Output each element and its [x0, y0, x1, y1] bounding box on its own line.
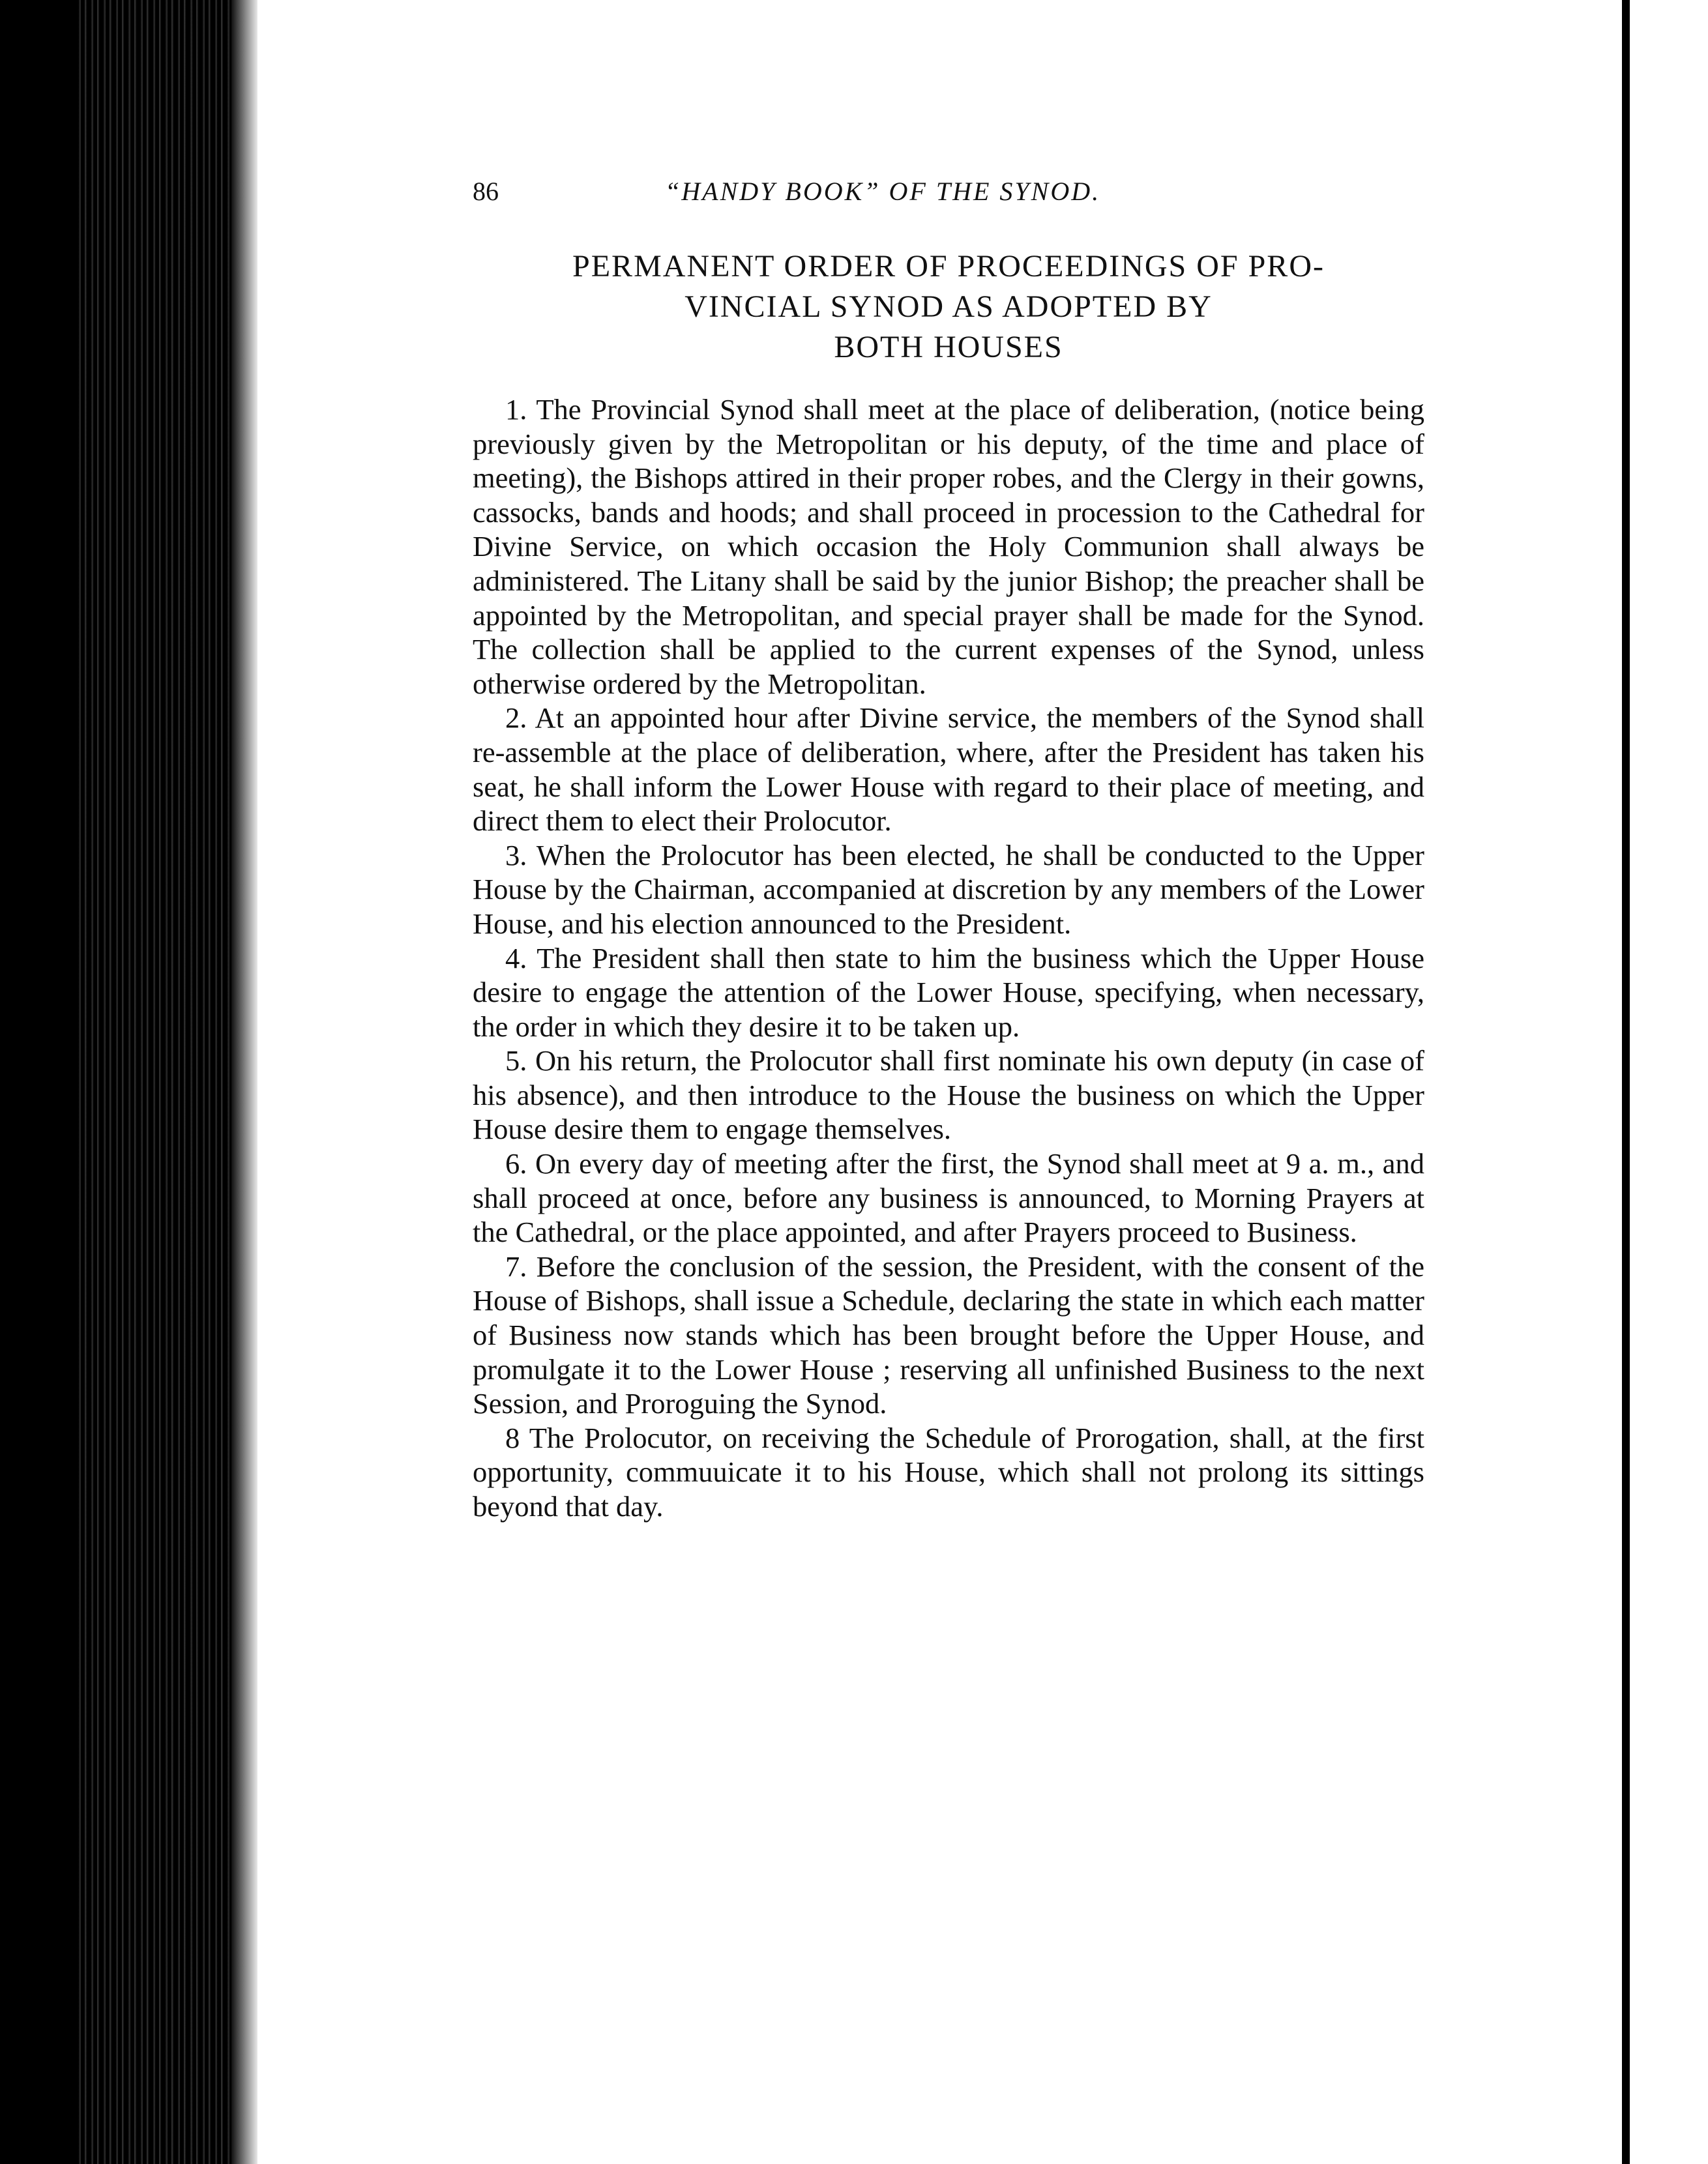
running-head [473, 176, 1424, 215]
facing-page-edge [1622, 0, 1630, 2164]
facing-page-margin [1630, 0, 1708, 2164]
page-text-block [473, 176, 1424, 1524]
rules-list [473, 392, 1424, 1524]
heading-line-3: BOTH HOUSES [834, 330, 1063, 364]
rule-paragraph-7: 7. Before the conclusion of the session, the President, with the consent of the House of Bishops, shall issue a Schedule, declaring the state in which each matter of Business now stands which has been brought before the Upper House, and promulgate it to the Lower House ; reserving all unfinished Business to the next Session, and Proroguing the Synod. [473, 1250, 1424, 1420]
heading-line-2: VINCIAL SYNOD AS ADOPTED BY [685, 289, 1213, 324]
rule-paragraph-8: 8 The Prolocutor, on receiving the Schedule of Prorogation, shall, at the first opportunity, commuuicate it to his House, which shall not prolong its sittings beyond that day. [473, 1421, 1424, 1523]
rule-paragraph-5: 5. On his return, the Prolocutor shall first nominate his own deputy (in case of his absence), and then introduce to the House the business on which the Upper House desire them to engage themselves. [473, 1044, 1424, 1146]
book-page-edges [0, 0, 258, 2164]
rule-paragraph-1: 1. The Provincial Synod shall meet at the place of deliberation, (notice being previously given by the Metropolitan or his deputy, of the time and place of meeting), the Bishops attired in their proper robes, and the Clergy in their gowns, cassocks, bands and hoods; and shall proceed in procession to the Cathedral for Divine Service, on which occasion the Holy Communion shall always be administered. The Litany shall be said by the junior Bishop; the preacher shall be appointed by the Metropolitan, and special prayer shall be made for the Synod. The collection shall be applied to the current expenses of the Synod, unless otherwise ordered by the Metropolitan. [473, 393, 1424, 700]
heading-line-1: PERMANENT ORDER OF PROCEEDINGS OF PRO- [572, 249, 1325, 284]
running-head-title: “HANDY BOOK” OF THE SYNOD. [665, 177, 1101, 206]
section-heading [473, 246, 1424, 368]
page-number: 86 [473, 177, 499, 206]
rule-paragraph-6: 6. On every day of meeting after the first, the Synod shall meet at 9 a. m., and shall proceed at once, before any business is announced, to Morning Prayers at the Cathedral, or the place appointed, and after Prayers proceed to Business. [473, 1147, 1424, 1249]
scan-border-left [0, 0, 78, 2164]
page-gutter-shadow [231, 0, 258, 2164]
rule-paragraph-2: 2. At an appointed hour after Divine service, the members of the Synod shall re-assemble at the place of deliberation, where, after the President has taken his seat, he shall inform the Lower House with regard to their place of meeting, and direct them to elect their Prolocutor. [473, 701, 1424, 838]
rule-paragraph-3: 3. When the Prolocutor has been elected, he shall be conducted to the Upper House by the Chairman, accompanied at discretion by any members of the Lower House, and his election announced to the President. [473, 838, 1424, 940]
rule-paragraph-4: 4. The President shall then state to him the business which the Upper House desire to engage the attention of the Lower House, specifying, when necessary, the order in which they desire it to be taken up. [473, 941, 1424, 1043]
